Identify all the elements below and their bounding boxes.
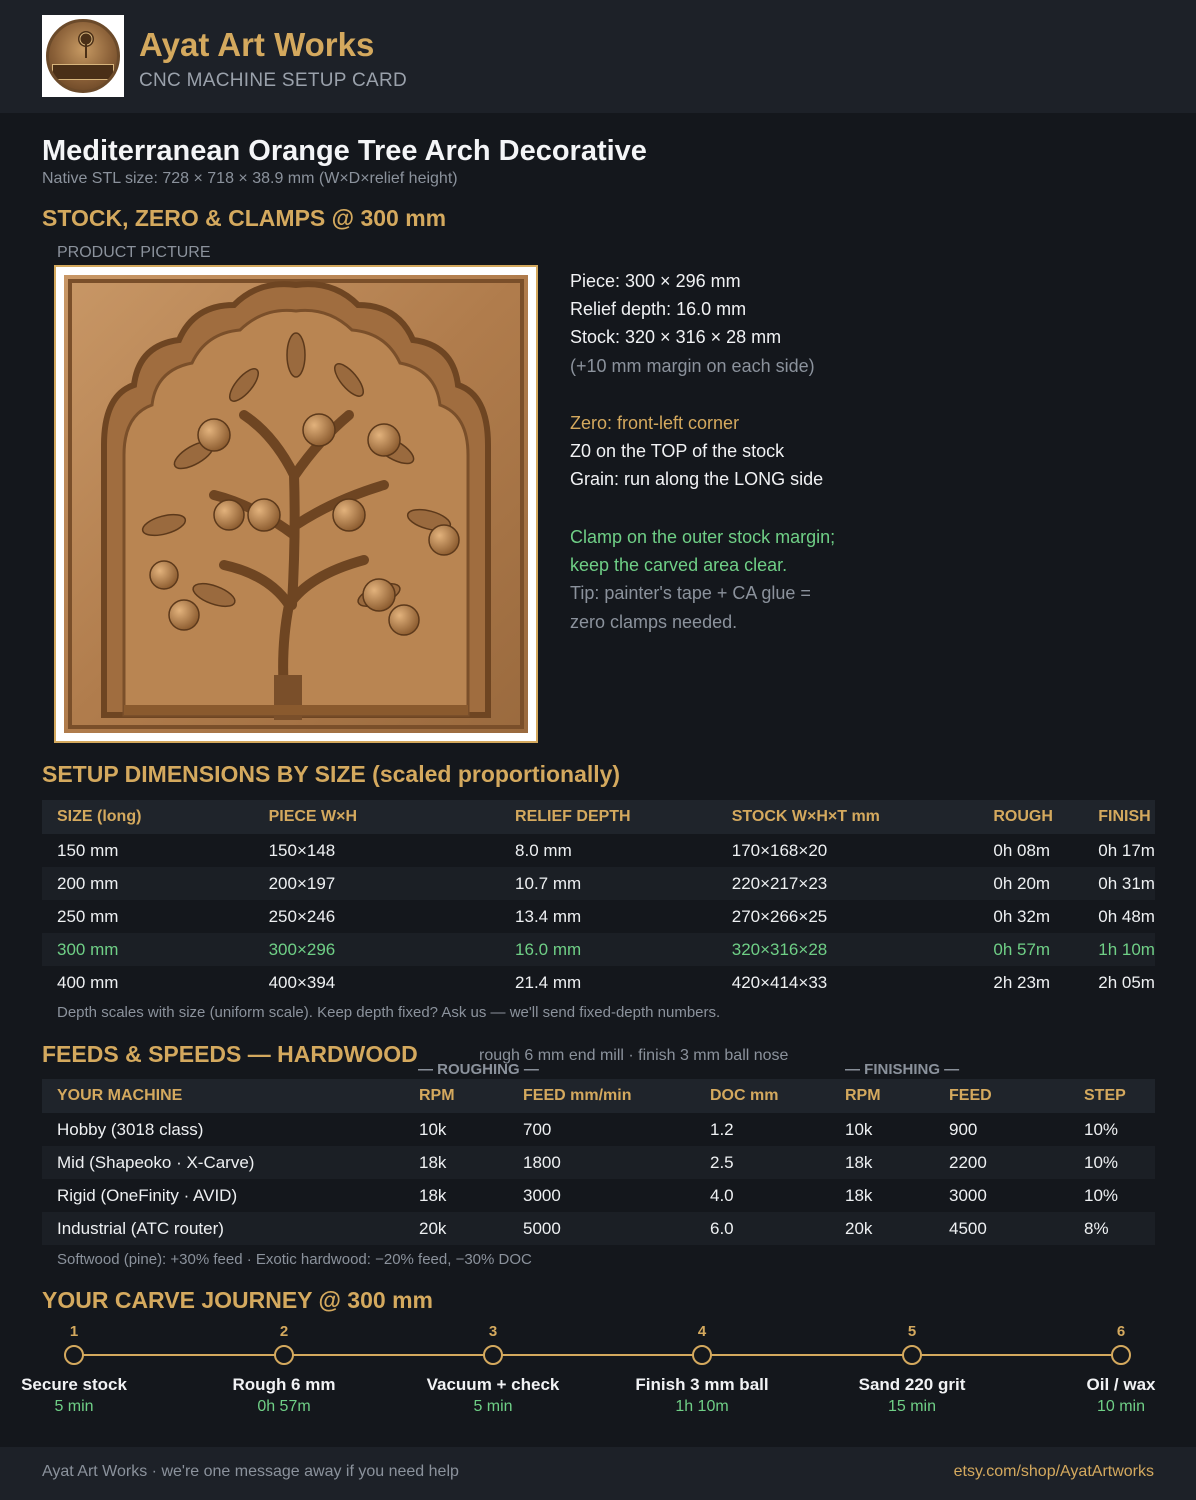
step-label: Sand 220 grit bbox=[858, 1375, 966, 1394]
table-row bbox=[42, 1113, 1155, 1146]
table-cell: 5000 bbox=[508, 1212, 695, 1245]
column-header: RPM bbox=[404, 1079, 508, 1113]
table-cell: 0h 20m bbox=[978, 867, 1083, 900]
clamp-note-1: Clamp on the outer stock margin; bbox=[570, 527, 836, 547]
table-cell: 16.0 mm bbox=[500, 933, 717, 966]
stock-margin: (+10 mm margin on each side) bbox=[570, 356, 815, 376]
table-cell: Mid (Shapeoko · X-Carve) bbox=[42, 1146, 404, 1179]
column-header: STOCK W×H×T mm bbox=[717, 800, 979, 834]
clamp-note-2: keep the carved area clear. bbox=[570, 555, 788, 575]
tip-note-2: zero clamps needed. bbox=[570, 612, 738, 632]
table-cell: Hobby (3018 class) bbox=[57, 1119, 204, 1139]
dimensions-note: Depth scales with size (uniform scale). Keep depth fixed? Ask us — we'll send fixed-depth numbers. bbox=[57, 1004, 721, 1021]
step-label: Secure stock bbox=[21, 1375, 127, 1394]
roughing-group-label: — ROUGHING — bbox=[418, 1061, 539, 1078]
table-cell: 18k bbox=[404, 1146, 508, 1179]
table-row bbox=[42, 1179, 1155, 1212]
carving-illustration bbox=[64, 275, 528, 733]
table-cell: 250 mm bbox=[57, 906, 119, 926]
table-cell: 700 bbox=[523, 1119, 552, 1139]
table-cell: 18k bbox=[419, 1185, 447, 1205]
shop-link[interactable]: etsy.com/shop/AyatArtworks bbox=[953, 1463, 1154, 1480]
table-cell: 2h 23m bbox=[993, 972, 1051, 992]
step-time: 5 min bbox=[473, 1398, 513, 1415]
table-cell: 400 mm bbox=[57, 972, 119, 992]
table-cell: 10% bbox=[1084, 1119, 1119, 1139]
table-row-highlighted bbox=[42, 933, 1155, 966]
step-number: 3 bbox=[488, 1323, 498, 1340]
column-header: FEED bbox=[934, 1079, 1069, 1113]
column-header: FEED mm/min bbox=[508, 1079, 695, 1113]
step-label: Oil / wax bbox=[1086, 1375, 1156, 1394]
table-cell: 4.0 bbox=[710, 1185, 734, 1205]
table-cell: 10.7 mm bbox=[500, 867, 717, 900]
table-cell: 200 mm bbox=[42, 867, 254, 900]
table-cell: 0h 57m bbox=[978, 933, 1083, 966]
table-cell: 200×197 bbox=[254, 867, 500, 900]
brand-name: Ayat Art Works bbox=[139, 26, 375, 63]
product-title: Mediterranean Orange Tree Arch Decorative bbox=[42, 135, 647, 167]
table-cell: 10k bbox=[845, 1119, 873, 1139]
column-header: YOUR MACHINE bbox=[42, 1079, 404, 1113]
table-cell: 10k bbox=[419, 1119, 447, 1139]
brand-logo bbox=[42, 15, 124, 97]
grain-note: Grain: run along the LONG side bbox=[570, 469, 824, 489]
z0-note: Z0 on the TOP of the stock bbox=[570, 441, 785, 461]
table-cell: 20k bbox=[404, 1212, 508, 1245]
step-label: Finish 3 mm ball bbox=[635, 1375, 769, 1394]
table-cell: 3000 bbox=[523, 1185, 561, 1205]
journey-timeline bbox=[74, 1354, 1121, 1356]
table-cell: 250×246 bbox=[268, 906, 336, 926]
step-label: Vacuum + check bbox=[426, 1375, 560, 1394]
header bbox=[0, 0, 1196, 113]
step-time: 5 min bbox=[54, 1398, 94, 1415]
step-time: 15 min bbox=[887, 1398, 937, 1415]
zero-location: Zero: front-left corner bbox=[570, 413, 740, 433]
table-cell: 18k bbox=[830, 1146, 934, 1179]
table-row bbox=[42, 900, 1155, 933]
table-cell: 3000 bbox=[949, 1185, 987, 1205]
table-cell: 10% bbox=[1084, 1185, 1119, 1205]
step-marker bbox=[64, 1345, 84, 1365]
table-cell: 150 mm bbox=[57, 840, 119, 860]
picture-label: PRODUCT PICTURE bbox=[57, 244, 211, 261]
piece-size: Piece: 300 × 296 mm bbox=[570, 271, 741, 291]
step-number: 6 bbox=[1116, 1323, 1126, 1340]
table-cell: 10% bbox=[1069, 1146, 1155, 1179]
table-cell: 2200 bbox=[934, 1146, 1069, 1179]
tree-icon bbox=[76, 30, 96, 60]
column-header: SIZE (long) bbox=[42, 800, 254, 834]
table-cell: 0h 31m bbox=[1083, 867, 1155, 900]
table-cell: 300 mm bbox=[42, 933, 254, 966]
table-cell: 2.5 bbox=[695, 1146, 830, 1179]
table-row bbox=[42, 1146, 1155, 1179]
column-header: FINISH bbox=[1083, 800, 1155, 834]
footer bbox=[0, 1447, 1196, 1500]
table-cell: 400×394 bbox=[268, 972, 336, 992]
table-cell: 220×217×23 bbox=[717, 867, 979, 900]
table-header-row bbox=[42, 1079, 1155, 1113]
table-cell: 6.0 bbox=[695, 1212, 830, 1245]
step-marker bbox=[274, 1345, 294, 1365]
native-size: Native STL size: 728 × 718 × 38.9 mm (W×D×relief height) bbox=[42, 170, 458, 187]
feeds-note: Softwood (pine): +30% feed · Exotic hardwood: −20% feed, −30% DOC bbox=[57, 1251, 532, 1268]
table-cell: Rigid (OneFinity · AVID) bbox=[57, 1185, 238, 1205]
footer-message: Ayat Art Works · we're one message away if you need help bbox=[42, 1463, 459, 1480]
step-label: Rough 6 mm bbox=[232, 1375, 336, 1394]
logo-wordmark bbox=[52, 64, 114, 80]
column-header: DOC mm bbox=[695, 1079, 830, 1113]
step-number: 4 bbox=[697, 1323, 707, 1340]
table-cell: 170×168×20 bbox=[731, 840, 828, 860]
table-cell: 18k bbox=[845, 1185, 873, 1205]
finishing-group-label: — FINISHING — bbox=[845, 1061, 960, 1078]
column-header: STEP bbox=[1069, 1079, 1155, 1113]
table-cell: 1h 10m bbox=[1083, 933, 1155, 966]
step-number: 1 bbox=[69, 1323, 79, 1340]
table-cell: Industrial (ATC router) bbox=[42, 1212, 404, 1245]
table-cell: 13.4 mm bbox=[515, 906, 582, 926]
table-cell: 1.2 bbox=[710, 1119, 734, 1139]
table-cell: 320×316×28 bbox=[717, 933, 979, 966]
table-cell: 8.0 mm bbox=[515, 840, 572, 860]
dimensions-table bbox=[42, 800, 1155, 999]
step-time: 10 min bbox=[1096, 1398, 1146, 1415]
table-cell: 21.4 mm bbox=[515, 972, 582, 992]
card-subtitle: CNC MACHINE SETUP CARD bbox=[139, 70, 408, 91]
step-marker bbox=[1111, 1345, 1131, 1365]
table-cell: 0h 48m bbox=[1098, 906, 1155, 926]
table-cell: 420×414×33 bbox=[731, 972, 828, 992]
relief-depth: Relief depth: 16.0 mm bbox=[570, 299, 747, 319]
table-cell: 900 bbox=[949, 1119, 978, 1139]
step-marker bbox=[483, 1345, 503, 1365]
table-row bbox=[42, 834, 1155, 867]
feeds-table bbox=[42, 1079, 1155, 1245]
table-cell: 20k bbox=[830, 1212, 934, 1245]
feeds-subheading: rough 6 mm end mill · finish 3 mm ball nose bbox=[479, 1047, 789, 1064]
table-row bbox=[42, 966, 1155, 999]
stock-heading: STOCK, ZERO & CLAMPS @ 300 mm bbox=[42, 205, 447, 231]
table-cell: 2h 05m bbox=[1098, 972, 1155, 992]
stock-size: Stock: 320 × 316 × 28 mm bbox=[570, 327, 782, 347]
journey-heading: YOUR CARVE JOURNEY @ 300 mm bbox=[42, 1287, 433, 1313]
step-number: 2 bbox=[279, 1323, 289, 1340]
logo-emblem bbox=[46, 19, 120, 93]
column-header: RELIEF DEPTH bbox=[500, 800, 717, 834]
step-number: 5 bbox=[907, 1323, 917, 1340]
feeds-heading: FEEDS & SPEEDS — HARDWOOD bbox=[42, 1041, 418, 1067]
table-cell: 270×266×25 bbox=[731, 906, 828, 926]
table-cell: 0h 32m bbox=[993, 906, 1051, 926]
table-cell: 0h 17m bbox=[1098, 840, 1155, 860]
tip-note-1: Tip: painter's tape + CA glue = bbox=[570, 583, 811, 603]
column-header: PIECE W×H bbox=[254, 800, 500, 834]
table-cell: 150×148 bbox=[268, 840, 336, 860]
step-time: 0h 57m bbox=[257, 1398, 311, 1415]
table-cell: 8% bbox=[1069, 1212, 1155, 1245]
product-picture bbox=[54, 265, 538, 743]
table-cell: 1800 bbox=[508, 1146, 695, 1179]
table-row bbox=[42, 867, 1155, 900]
column-header: RPM bbox=[830, 1079, 934, 1113]
table-cell: 4500 bbox=[934, 1212, 1069, 1245]
table-header-row bbox=[42, 800, 1155, 834]
table-row bbox=[42, 1212, 1155, 1245]
table-cell: 300×296 bbox=[254, 933, 500, 966]
step-marker bbox=[692, 1345, 712, 1365]
column-header: ROUGH bbox=[978, 800, 1083, 834]
step-marker bbox=[902, 1345, 922, 1365]
table-cell: 0h 08m bbox=[993, 840, 1051, 860]
dimensions-heading: SETUP DIMENSIONS BY SIZE (scaled proportionally) bbox=[42, 761, 621, 787]
step-time: 1h 10m bbox=[675, 1398, 729, 1415]
